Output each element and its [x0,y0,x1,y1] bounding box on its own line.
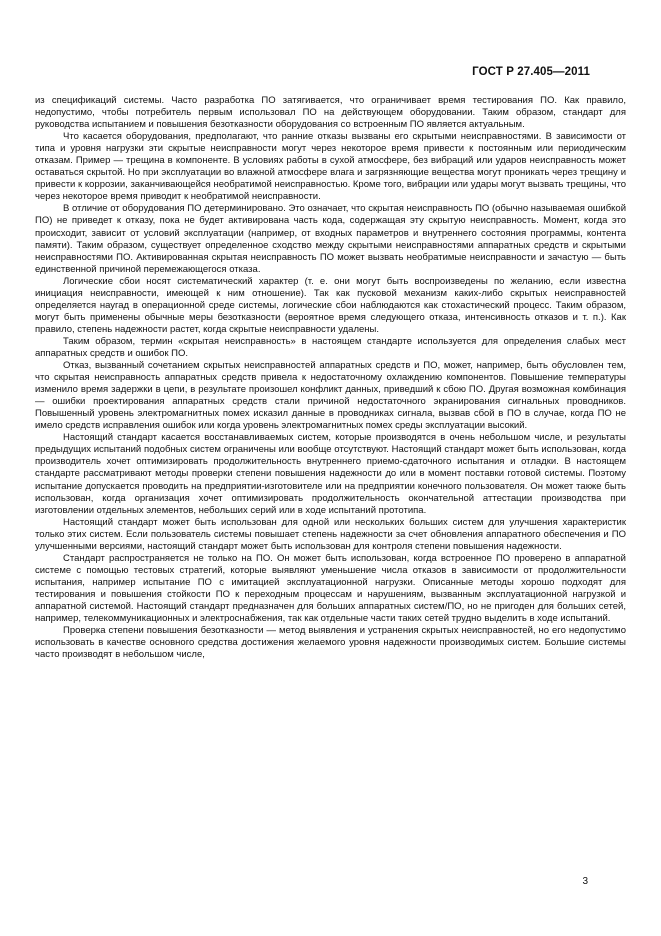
paragraph: Настоящий стандарт может быть использован для одной или нескольких больших систем для улучшения характеристик только этих систем. Если пользователь системы повышает степень надежности за счет обновления аппаратного обеспечения и ПО улучшенными версиями, настоящий стандарт может быть использован для контроля степени повышения надежности. [35,516,626,552]
paragraph: Стандарт распространяется не только на ПО. Он может быть использован, когда встроенное ПО проверено в аппаратной системе с помощью тестовых стратегий, которые выявляют уменьшение числа отказов в зависимости от продолжительности испытания, например испытание ПО с имитацией эксплуатационной нагрузки. Описанные методы хорошо подходят для тестирования и повышения стойкости ПО к переходным процессам и нарушениям, вызванным эксплуатационной нагрузкой и аппаратной системой. Настоящий стандарт предназначен для больших аппаратных систем/ПО, но не пригоден для больших сетей, например, телекоммуникационных и электроснабжения, так как отдельные части таких сетей трудно выделить в ходе испытаний. [35,552,626,625]
paragraph: Настоящий стандарт касается восстанавливаемых систем, которые производятся в очень небольшом числе, и результаты предыдущих испытаний подобных систем ограничены или вообще отсутствуют. Настоящий стандарт может быть использован, когда производитель хочет оптимизировать продолжительность внутреннего приемо-сдаточного испытания и отладки. В настоящем стандарте рассматривают методы проверки степени повышения надежности до или в момент поставки готовой системы. Поэтому испытание допускается проводить на предприятии-изготовителе или на предприятии конечного пользователя. Он может также быть использован, когда организация хочет оптимизировать продолжительность окончательной аттестации производства при изготовлении отдельных элементов, небольших серий или в ходе испытаний прототипа. [35,432,626,516]
paragraph: Таким образом, термин «скрытая неисправность» в настоящем стандарте используется для определения слабых мест аппаратных средств и ошибок ПО. [35,335,626,359]
standard-code-header: ГОСТ Р 27.405—2011 [472,66,590,78]
body-text [35,95,626,661]
paragraph: Отказ, вызванный сочетанием скрытых неисправностей аппаратных средств и ПО, может, например, быть обусловлен тем, что скрытая неисправность аппаратных средств привела к недостаточному охлаждению компонентов. Повышение температуры изменило время задержки в цепи, в результате произошел конфликт данных, приведший к сбою ПО. Другая возможная комбинация — ошибки проектирования аппаратных средств стали причиной недостаточного экранирования сигнальных проводников. Повышенный уровень электромагнитных помех исказил данные в проводниках сигнала, вызвав сбой в ПО в случае, когда ПО не имело средств исправления ошибок или когда уровень электромагнитных помех среды эксплуатации высокий. [35,360,626,432]
page-number: 3 [582,876,588,887]
paragraph: В отличие от оборудования ПО детерминировано. Это означает, что скрытая неисправность ПО (обычно называемая ошибкой ПО) не приведет к отказу, пока не будет активирована часть кода, содержащая эту скрытую неисправность. Момент, когда это происходит, зависит от условий эксплуатации (например, от входных параметров и внутреннего состояния программы, контента памяти). Таким образом, существует определенное сходство между скрытыми неисправностями аппаратных средств и скрытыми неисправностями ПО. Активированная скрытая неисправность ПО может вызвать необратимые неисправности и зачастую — быть единственной причиной перемежающегося отказа. [35,203,627,275]
paragraph: Проверка степени повышения безотказности — метод выявления и устранения скрытых неисправностей, но его недопустимо использовать в качестве основного средства достижения желаемого уровня надежности производимых систем. Большие системы часто производят в небольшом числе, [35,625,626,661]
paragraph: Что касается оборудования, предполагают, что ранние отказы вызваны его скрытыми неисправностями. В зависимости от типа и уровня нагрузки эти скрытые неисправности могут через некоторое время привести к постоянным или периодическим отказам. Пример — трещина в компоненте. В условиях работы в сухой атмосфере, без вибраций или ударов неисправность может оставаться скрытой. Но при эксплуатации во влажной атмосфере влага и загрязняющие вещества могут проникать через трещину и привести к коррозии, заканчивающейся необратимой неисправностью. Кроме того, вибрации или удары могут вызвать трещины, что через некоторое время приводит к необратимой неисправности. [35,131,626,203]
paragraph: из спецификаций системы. Часто разработка ПО затягивается, что ограничивает время тестирования ПО. Как правило, недопустимо, чтобы потребитель первым использовал ПО на действующем оборудовании. Таким образом, стандарт для руководства испытанием и повышения безотказности оборудования со встроенным ПО является актуальным. [35,95,626,131]
paragraph: Логические сбои носят систематический характер (т. е. они могут быть воспроизведены по желанию, если известна инициация неисправности, имеющей к ним отношение). Так как пусковой механизм каких-либо скрытых неисправностей определяется наугад в операционной среде системы, логические сбои наблюдаются как стохастический процесс. Таким образом, могут быть применены обычные меры безотказности (вероятное время следующего отказа, интенсивность отказов и т. п.). Как правило, степень надежности растет, когда скрытые неисправности удалены. [35,275,626,335]
